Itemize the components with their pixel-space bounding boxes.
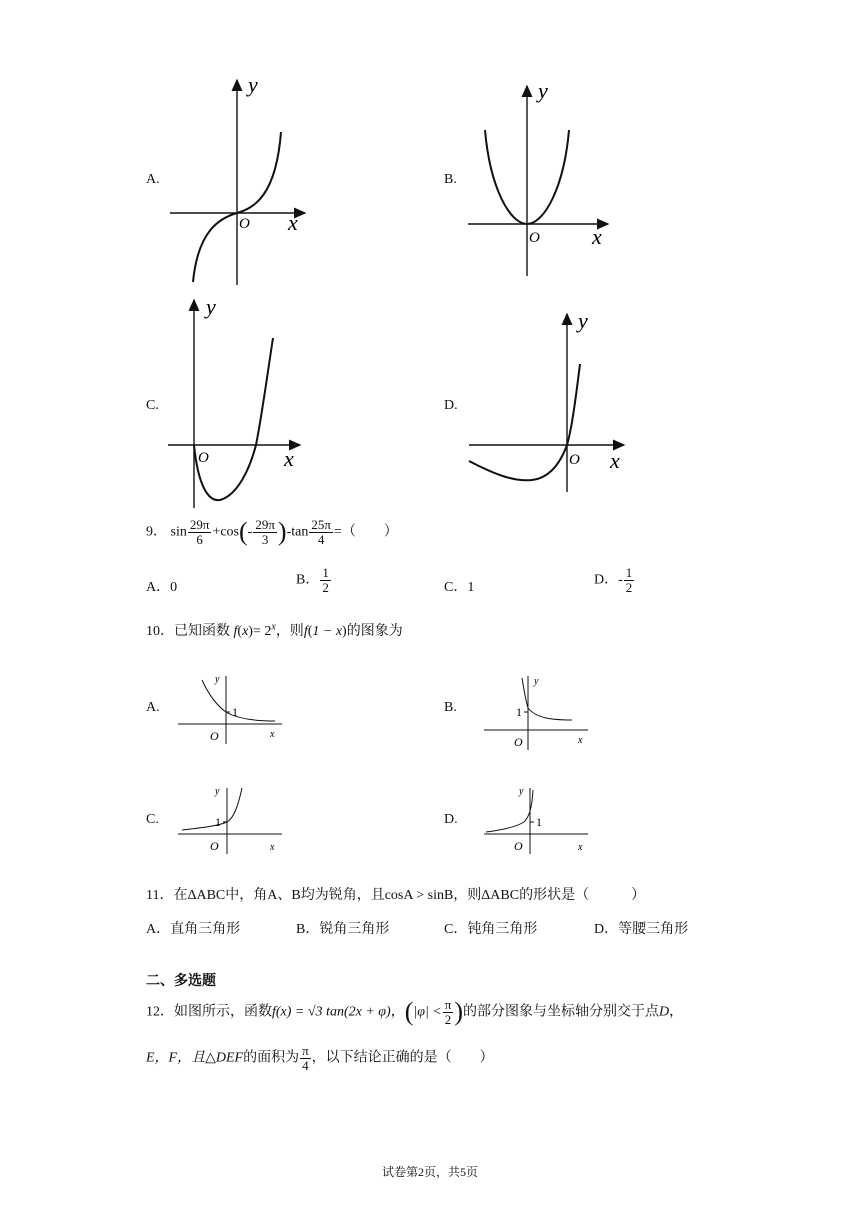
y-axis-label: y xyxy=(519,786,524,797)
q11-option-c: C．钝角三角形 xyxy=(444,922,538,937)
x-axis-label: x xyxy=(270,842,275,853)
curve xyxy=(469,364,580,480)
question-number: 10． xyxy=(146,624,174,639)
q10-option-c-label: C. xyxy=(146,812,159,827)
curve xyxy=(182,788,242,830)
one-label: 1 xyxy=(536,815,542,829)
q8-option-c-label: C. xyxy=(146,398,159,413)
q10-graph-c xyxy=(170,782,290,857)
x-axis-label: x xyxy=(284,446,294,471)
x-axis-label: x xyxy=(578,735,583,746)
origin-label: O xyxy=(569,452,580,468)
x-axis-label: x xyxy=(270,729,275,740)
curve xyxy=(522,678,572,720)
q8-graph-c xyxy=(160,290,320,515)
curve xyxy=(194,338,273,500)
question-12-line-2: E，F，且△DEF的面积为 $\frac{\pi}{4}$ ，以下结论正确的是（ ） xyxy=(146,1043,494,1073)
question-number: 11． xyxy=(146,888,174,903)
question-text: 在ΔABC中，角A、B均为锐角，且cosA > sinB，则ΔABC的形状是（ ） xyxy=(173,888,646,903)
q9-option-d: D．- $\frac{1}{2}$ xyxy=(594,565,633,595)
y-axis-label: y xyxy=(206,294,216,319)
curve xyxy=(202,680,275,721)
fraction: $\frac{29\pi}{6}$ xyxy=(189,517,210,547)
section-title: 二、多选题 xyxy=(146,973,216,989)
q10-option-d-label: D. xyxy=(444,812,458,827)
origin-label: O xyxy=(514,735,523,749)
q9-option-b: B． $\frac{1}{2}$ xyxy=(296,565,329,595)
question-12-line-1: 12．如图所示，函数f(x) = √3 tan(2x + φ)，(|φ| < $\frac{\pi}{2}$ )的部分图象与坐标轴分别交于点D， xyxy=(146,997,684,1027)
origin-label: O xyxy=(529,230,540,246)
q10-option-a-label: A. xyxy=(146,700,160,715)
question-11 xyxy=(146,884,645,904)
curve xyxy=(486,790,533,832)
y-axis-label: y xyxy=(215,786,220,797)
q8-graph-d xyxy=(464,306,634,501)
q9-option-c: C．1 xyxy=(444,580,475,595)
q11-option-a: A．直角三角形 xyxy=(146,922,241,937)
q8-graph-a xyxy=(160,70,320,290)
x-axis-label: x xyxy=(592,224,602,249)
x-axis-label: x xyxy=(578,842,583,853)
origin-label: O xyxy=(514,839,523,853)
y-axis-label: y xyxy=(534,676,539,687)
q11-option-b: B．锐角三角形 xyxy=(296,922,390,937)
question-number: 12． xyxy=(146,1004,174,1020)
q10-graph-d xyxy=(476,782,596,857)
x-axis-label: x xyxy=(288,210,298,235)
question-9: 9． sin $\frac{29\pi}{6}$ +cos(- $\frac{29\pi}{3}$ )-tan $\frac{25\pi}{4}$ =（ ） xyxy=(146,517,398,547)
q8-option-a-label: A. xyxy=(146,172,160,187)
q9-option-a: A．0 xyxy=(146,580,178,595)
fraction: $\frac{29\pi}{3}$ xyxy=(255,517,275,547)
y-axis-label: y xyxy=(215,674,220,685)
q8-option-d-label: D. xyxy=(444,398,458,413)
y-axis-label: y xyxy=(248,72,258,97)
q8-graph-b xyxy=(460,78,620,288)
x-axis-label: x xyxy=(610,448,620,473)
q10-graph-b xyxy=(476,670,596,752)
question-10: 10．已知函数 $f(x)= 2^x$，则f(1 − x)的图象为 xyxy=(146,621,403,639)
q10-graph-a xyxy=(170,668,290,750)
origin-label: O xyxy=(239,216,250,232)
origin-label: O xyxy=(210,729,219,743)
fraction: $\frac{25\pi}{4}$ xyxy=(311,517,331,547)
q10-option-b-label: B. xyxy=(444,700,457,715)
y-axis-label: y xyxy=(578,308,588,333)
origin-label: O xyxy=(210,839,219,853)
page-footer: 试卷第2页，共5页 xyxy=(381,1165,478,1179)
y-axis-label: y xyxy=(538,78,548,103)
q11-option-d: D．等腰三角形 xyxy=(594,922,689,937)
one-label: 1 xyxy=(516,705,522,719)
question-number: 9． xyxy=(146,524,167,540)
one-label: 1 xyxy=(215,815,221,829)
one-label: 1 xyxy=(232,705,238,719)
origin-label: O xyxy=(198,450,209,466)
q8-option-b-label: B. xyxy=(444,172,457,187)
